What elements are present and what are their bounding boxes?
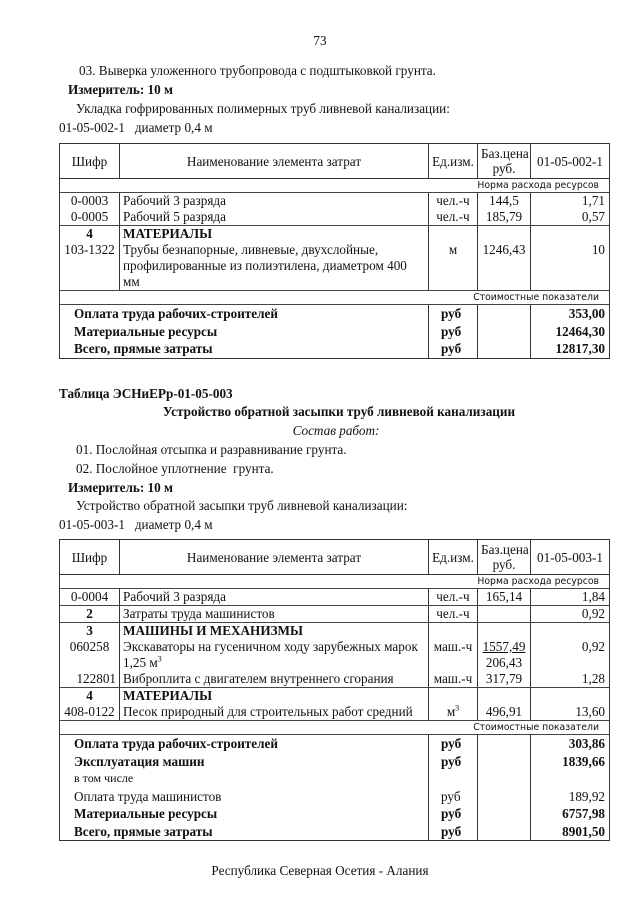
summary-row — [60, 788, 610, 806]
cost-label: Стоимостные показатели — [60, 721, 610, 735]
summary-row — [60, 823, 610, 841]
summary-value: 189,92 — [531, 788, 610, 806]
row-code: 0-0003 — [60, 193, 120, 210]
row-price: 496,91 — [485, 704, 523, 719]
table-title: Таблица ЭСНиЕРр-01-05-003 — [59, 386, 233, 401]
code-line: 01-05-002-1 диаметр 0,4 м — [59, 120, 213, 135]
row-qty: 1,71 — [531, 193, 610, 210]
row-code: 103-1322 — [64, 242, 115, 257]
summary-row — [60, 323, 610, 341]
summary-name: в том числе — [60, 770, 429, 788]
summary-row — [60, 753, 610, 771]
summary-unit: руб — [429, 735, 478, 753]
header-norm-code: 01-05-003-1 — [531, 540, 610, 575]
summary-name: Материальные ресурсы — [60, 323, 429, 341]
description: Устройство обратной засыпки труб ливневой канализации: — [76, 498, 408, 513]
summary-unit: руб — [429, 788, 478, 806]
work-item: 03. Выверка уложенного трубопровода с подштыковкой грунта. — [79, 63, 436, 78]
row-name-line1: Экскаваторы на гусеничном ходу зарубежных марок — [123, 639, 418, 654]
summary-name: Оплата труда рабочих-строителей — [60, 735, 429, 753]
row-name: Песок природный для строительных работ средний — [123, 704, 413, 719]
header-price — [478, 540, 531, 575]
table-row — [60, 193, 610, 210]
row-price: 1246,43 — [482, 242, 526, 257]
header-code: Шифр — [60, 144, 120, 179]
summary-value: 1839,66 — [531, 753, 610, 771]
row-unit: чел.-ч — [429, 589, 478, 606]
table-row — [60, 589, 610, 606]
summary-name: Всего, прямые затраты — [60, 823, 429, 841]
header-unit: Ед.изм. — [429, 144, 478, 179]
header-price-line2: руб. — [492, 161, 516, 176]
summary-value: 12464,30 — [531, 323, 610, 341]
summary-value: 12817,30 — [531, 340, 610, 358]
row-price: 317,79 — [485, 671, 523, 686]
norm-label: Норма расхода ресурсов — [60, 179, 610, 193]
row-unit: м — [448, 242, 458, 257]
summary-row — [60, 805, 610, 823]
summary-value: 8901,50 — [531, 823, 610, 841]
summary-unit: руб — [429, 305, 478, 323]
table-row-materials — [60, 226, 610, 291]
row-unit: м — [446, 704, 456, 719]
header-code: Шифр — [60, 540, 120, 575]
row-qty: 0,92 — [531, 606, 610, 623]
summary-value: 353,00 — [531, 305, 610, 323]
row-code: 122801 — [76, 671, 116, 686]
row-qty: 0,57 — [531, 209, 610, 226]
row-unit: маш.-ч — [433, 671, 473, 686]
summary-name: Материальные ресурсы — [60, 805, 429, 823]
superscript: 3 — [455, 703, 460, 713]
row-price: 144,5 — [478, 193, 531, 210]
table-row — [60, 209, 610, 226]
row-qty: 1,84 — [531, 589, 610, 606]
header-price-line1: Баз.цена — [481, 542, 529, 557]
group-code: 4 — [86, 226, 93, 241]
summary-row — [60, 770, 610, 788]
work-item: 01. Послойная отсыпка и разравнивание грунта. — [76, 442, 347, 457]
row-price: 185,79 — [478, 209, 531, 226]
row-name: Затраты труда машинистов — [120, 606, 429, 623]
row-name-line2: профилированные из полиэтилена, диаметром 400 мм — [123, 258, 407, 289]
summary-row — [60, 735, 610, 753]
summary-row — [60, 340, 610, 358]
group-code: 4 — [86, 688, 93, 703]
summary-unit: руб — [429, 753, 478, 771]
row-code: 0-0004 — [60, 589, 120, 606]
estimate-table-2 — [59, 539, 610, 841]
meter-label: Измеритель: 10 м — [68, 82, 173, 97]
summary-unit: руб — [429, 805, 478, 823]
summary-value: 303,86 — [531, 735, 610, 753]
header-name: Наименование элемента затрат — [120, 540, 429, 575]
norm-label: Норма расхода ресурсов — [60, 575, 610, 589]
row-price-sub: 206,43 — [485, 655, 523, 670]
header-norm-code: 01-05-002-1 — [531, 144, 610, 179]
group-title: МАТЕРИАЛЫ — [123, 688, 213, 703]
header-price-line2: руб. — [492, 557, 516, 572]
row-code: 408-0122 — [64, 704, 115, 719]
row-price: 165,14 — [478, 589, 531, 606]
summary-value — [531, 770, 610, 788]
summary-unit: руб — [429, 340, 478, 358]
row-price: 1557,49 — [482, 639, 526, 654]
summary-unit: руб — [429, 323, 478, 341]
row-price — [478, 606, 531, 623]
superscript: 3 — [157, 654, 162, 664]
table-row — [60, 606, 610, 623]
summary-name: Оплата труда рабочих-строителей — [60, 305, 429, 323]
row-name: Рабочий 3 разряда — [120, 193, 429, 210]
row-name: Рабочий 3 разряда — [120, 589, 429, 606]
summary-name: Всего, прямые затраты — [60, 340, 429, 358]
row-name-line1: Трубы безнапорные, ливневые, двухслойные, — [123, 242, 379, 257]
group-title: МАШИНЫ И МЕХАНИЗМЫ — [123, 623, 303, 638]
page-number: 73 — [313, 33, 327, 48]
summary-name: Оплата труда машинистов — [60, 788, 429, 806]
description: Укладка гофрированных полимерных труб ливневой канализации: — [76, 101, 450, 116]
row-unit: чел.-ч — [429, 209, 478, 226]
row-code: 060258 — [69, 639, 110, 654]
table-row-machines — [60, 623, 610, 688]
row-unit: чел.-ч — [429, 193, 478, 210]
row-qty: 13,60 — [575, 704, 605, 719]
table-row-materials — [60, 688, 610, 721]
row-unit: чел.-ч — [429, 606, 478, 623]
header-name: Наименование элемента затрат — [120, 144, 429, 179]
row-code: 0-0005 — [60, 209, 120, 226]
group-title: МАТЕРИАЛЫ — [123, 226, 213, 241]
page-footer: Республика Северная Осетия - Алания — [211, 863, 429, 878]
code-line: 01-05-003-1 диаметр 0,4 м — [59, 517, 213, 532]
header-price-line1: Баз.цена — [481, 146, 529, 161]
cost-label: Стоимостные показатели — [60, 291, 610, 305]
summary-unit — [429, 770, 478, 788]
works-title: Состав работ: — [292, 423, 380, 438]
table-header-row — [60, 144, 610, 179]
row-qty: 1,28 — [581, 671, 605, 686]
header-unit: Ед.изм. — [429, 540, 478, 575]
summary-row — [60, 305, 610, 323]
row-unit: маш.-ч — [433, 639, 473, 654]
work-item: 02. Послойное уплотнение грунта. — [76, 461, 274, 476]
summary-unit: руб — [429, 823, 478, 841]
meter-label: Измеритель: 10 м — [68, 480, 173, 495]
row-qty: 10 — [591, 242, 605, 257]
summary-name: Эксплуатация машин — [60, 753, 429, 771]
group-code: 3 — [86, 623, 93, 638]
row-qty: 0,92 — [581, 639, 605, 654]
row-name: Виброплита с двигателем внутреннего сгорания — [123, 671, 394, 686]
summary-value: 6757,98 — [531, 805, 610, 823]
estimate-table-1 — [59, 143, 610, 359]
row-code: 2 — [60, 606, 120, 623]
header-price — [478, 144, 531, 179]
row-name: Рабочий 5 разряда — [120, 209, 429, 226]
section-heading: Устройство обратной засыпки труб ливневой канализации — [162, 404, 516, 419]
row-name-line2: 1,25 м — [123, 655, 158, 670]
table-header-row — [60, 540, 610, 575]
